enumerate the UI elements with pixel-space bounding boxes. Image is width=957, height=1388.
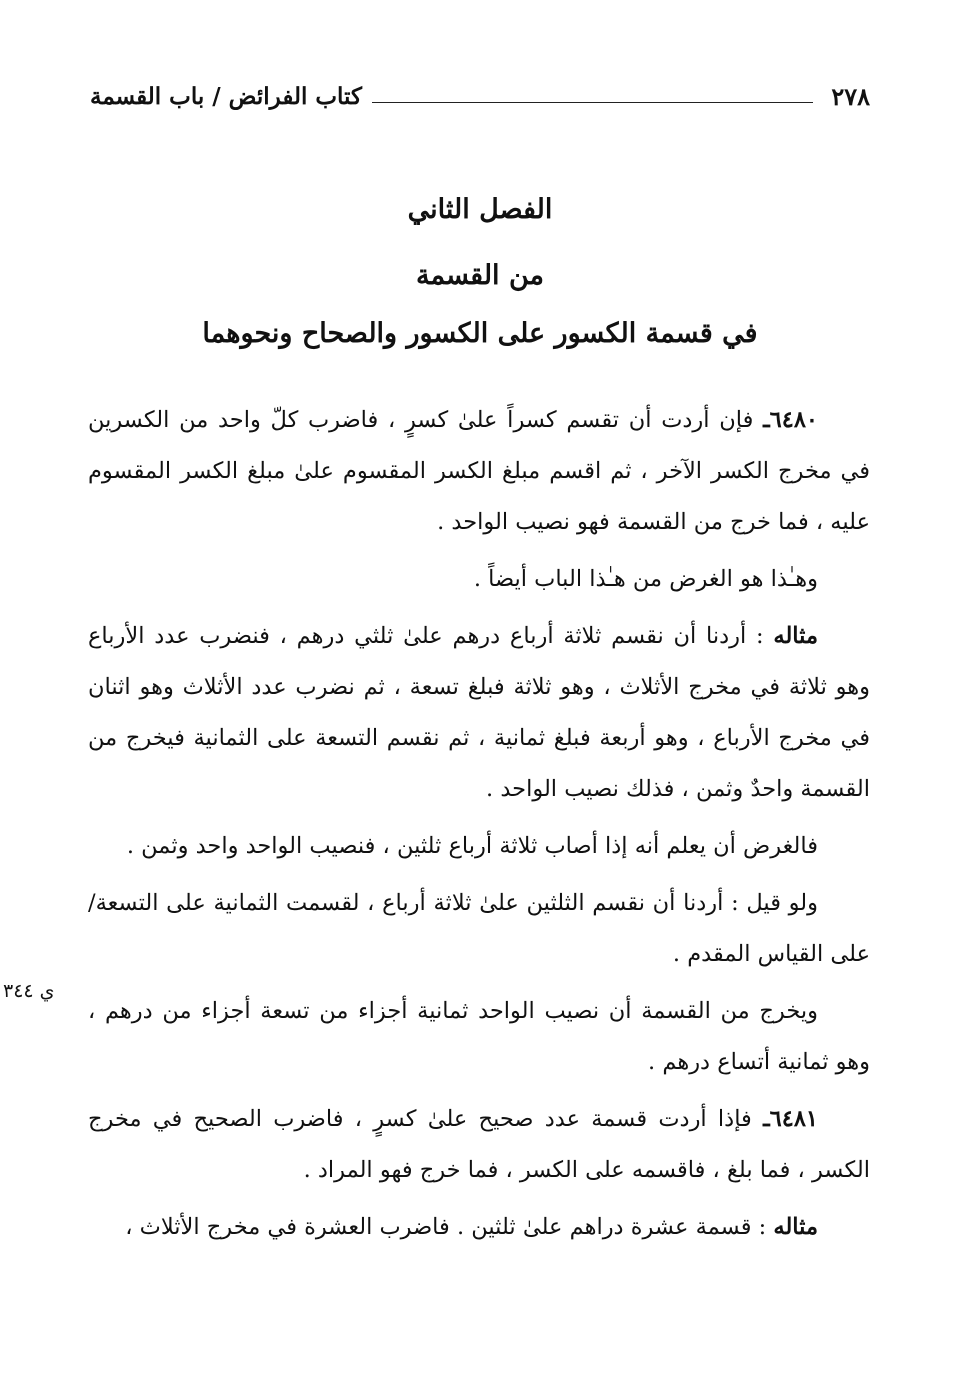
example-keyword: مثاله <box>773 623 818 649</box>
paragraph-text: : أردنا أن نقسم ثلاثة أرباع درهم علىٰ ثلثي درهم ، فنضرب عدد الأرباع وهو ثلاثة في مخرج الأثلاث ، وهو ثلاثة فبلغ تسعة ، ثم نضرب عدد الأثلاث وهو اثنان في مخرج الأرباع ، وهو أربعة فبلغ ثمانية ، ثم نقسم التسعة على الثمانية فيخرج من القسمة واحدٌ وثمن ، فذلك نصيب الواحد . <box>88 623 870 802</box>
paragraph <box>88 821 870 872</box>
paragraph-number: ٦٤٨٠ـ <box>763 407 818 433</box>
paragraph-text: وهـٰذا هو الغرض من هـٰذا الباب أيضاً . <box>473 566 818 592</box>
running-title: كتاب الفرائض / باب القسمة <box>90 82 362 110</box>
paragraph-text: : قسمة عشرة دراهم علىٰ ثلثين . فاضرب العشرة في مخرج الأثلاث ، <box>125 1214 774 1240</box>
paragraph <box>88 395 870 548</box>
paragraph <box>88 1094 870 1196</box>
margin-reference: ي ٣٤٤ <box>3 980 55 1002</box>
page-number: ٢٧٨ <box>831 81 870 111</box>
header-rule <box>372 102 813 103</box>
chapter-subtitle: من القسمة <box>416 260 544 291</box>
paragraph-text: ويخرج من القسمة أن نصيب الواحد ثمانية أجزاء من تسعة أجزاء من درهم ، وهو ثمانية أتساع درهم . <box>88 998 870 1075</box>
paragraph <box>88 611 870 815</box>
topic-title: في قسمة الكسور على الكسور والصحاح ونحوهما <box>202 318 758 349</box>
paragraph <box>88 986 870 1088</box>
page-header <box>90 76 870 116</box>
paragraph <box>88 1202 870 1253</box>
paragraph <box>88 878 870 980</box>
paragraph-text: فالغرض أن يعلم أنه إذا أصاب ثلاثة أرباع ثلثين ، فنصيب الواحد واحد وثمن . <box>126 833 818 859</box>
example-keyword: مثاله <box>773 1214 818 1240</box>
paragraph-text: فإذا أردت قسمة عدد صحيح علىٰ كسرٍ ، فاضرب الصحيح في مخرج الكسر ، فما بلغ ، فاقسمه على الكسر ، فما خرج فهو المراد . <box>88 1106 870 1183</box>
paragraph <box>88 554 870 605</box>
paragraph-text: ولو قيل : أردنا أن نقسم الثلثين علىٰ ثلاثة أرباع ، لقسمت الثمانية على التسعة/ على القياس المقدم . <box>88 890 870 967</box>
chapter-title: الفصل الثاني <box>407 194 553 225</box>
paragraph-number: ٦٤٨١ـ <box>763 1106 818 1132</box>
paragraph-text: فإن أردت أن تقسم كسراً علىٰ كسرٍ ، فاضرب كلّ واحد من الكسرين في مخرج الكسر الآخر ، ثم اقسم مبلغ الكسر المقسوم علىٰ مبلغ الكسر المقسوم عليه ، فما خرج من القسمة فهو نصيب الواحد . <box>88 407 870 535</box>
body-text <box>88 395 870 1253</box>
